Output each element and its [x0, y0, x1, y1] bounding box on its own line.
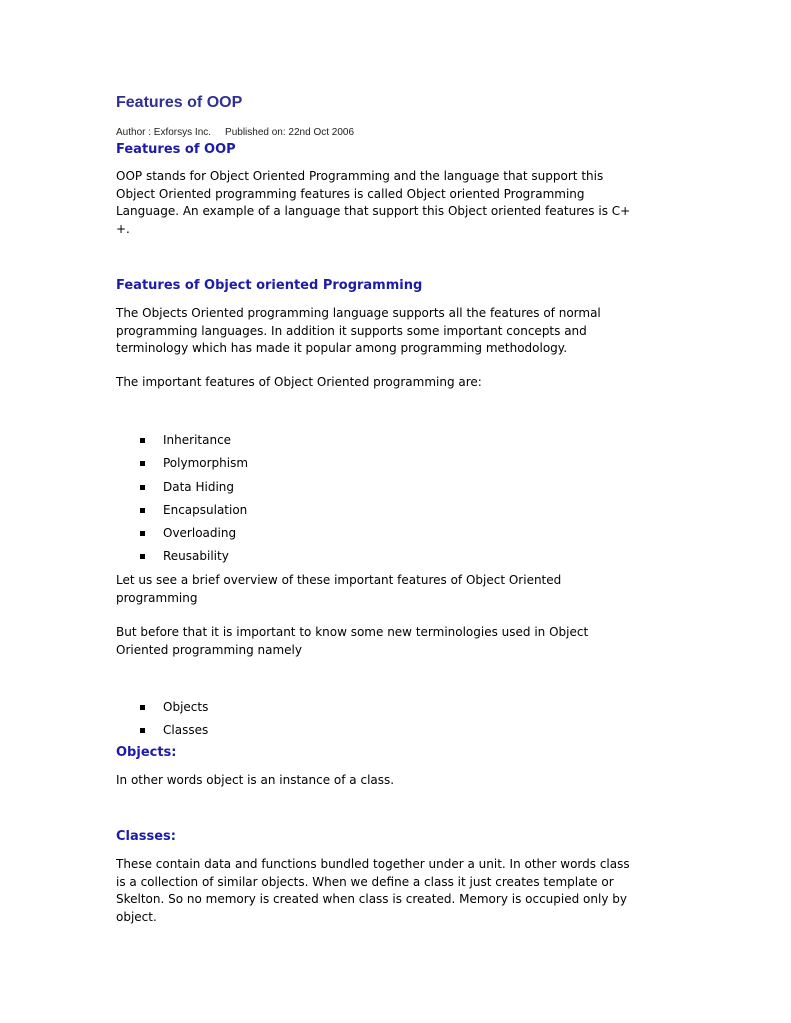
section-heading-features-of-oop: Features of OOP [116, 142, 236, 157]
paragraph-line: programming [116, 590, 198, 605]
paragraph-line: Language. An example of a language that support this Object oriented features is C+ [116, 204, 631, 218]
section-heading-classes: Classes: [116, 829, 176, 844]
list-item: Classes [163, 723, 209, 737]
bullet-icon [140, 438, 145, 443]
paragraph-line: Oriented programming namely [116, 642, 302, 657]
intro-paragraph [116, 168, 676, 238]
paragraph-line: is a collection of similar objects. When we define a class it just creates template or [116, 874, 614, 889]
bullet-icon [140, 461, 145, 466]
list-item: Reusability [163, 549, 229, 563]
paragraph-line: Let us see a brief overview of these important features of Object Oriented [116, 573, 562, 587]
paragraph-line: +. [116, 221, 130, 236]
author: Author : Exforsys Inc. [116, 127, 212, 138]
features-paragraph [116, 305, 676, 358]
bullet-icon [140, 485, 145, 490]
paragraph-line: OOP stands for Object Oriented Programming and the language that support this [116, 169, 604, 183]
paragraph-line: These contain data and functions bundled together under a unit. In other words class [116, 857, 630, 871]
paragraph-line: In other words object is an instance of a class. [116, 773, 395, 787]
byline [116, 127, 354, 138]
paragraph-line: The Objects Oriented programming language supports all the features of normal [116, 306, 601, 320]
paragraph-line: Skelton. So no memory is created when class is created. Memory is occupied only by [116, 892, 627, 906]
bullet-icon [140, 705, 145, 710]
paragraph-line: But before that it is important to know some new terminologies used in Object [116, 625, 589, 639]
list-item: Polymorphism [163, 456, 249, 470]
overview-paragraph [116, 572, 676, 607]
paragraph-line: object. [116, 909, 157, 924]
section-heading-features-of-object-oriented-programming: Features of Object oriented Programming [116, 278, 423, 293]
bullet-icon [140, 508, 145, 513]
list-item: Overloading [163, 526, 237, 540]
section-heading-objects: Objects: [116, 745, 177, 760]
paragraph-line: terminology which has made it popular among programming methodology. [116, 341, 568, 355]
page-title: Features of OOP [116, 94, 243, 111]
paragraph-line: The important features of Object Oriented programming are: [116, 375, 482, 389]
classes-paragraph [116, 856, 676, 926]
list-item: Inheritance [163, 433, 232, 447]
bullet-icon [140, 728, 145, 733]
bullet-icon [140, 531, 145, 536]
bullet-icon [140, 554, 145, 559]
important-features-intro [116, 374, 676, 392]
publish-date: Published on: 22nd Oct 2006 [225, 127, 355, 138]
list-item: Objects [163, 700, 209, 714]
terminology-paragraph [116, 624, 676, 659]
list-item: Data Hiding [163, 480, 234, 494]
list-item: Encapsulation [163, 503, 248, 517]
paragraph-line: Object Oriented programming features is called Object oriented Programming [116, 186, 585, 201]
objects-paragraph [116, 772, 676, 790]
paragraph-line: programming languages. In addition it supports some important concepts and [116, 323, 587, 338]
